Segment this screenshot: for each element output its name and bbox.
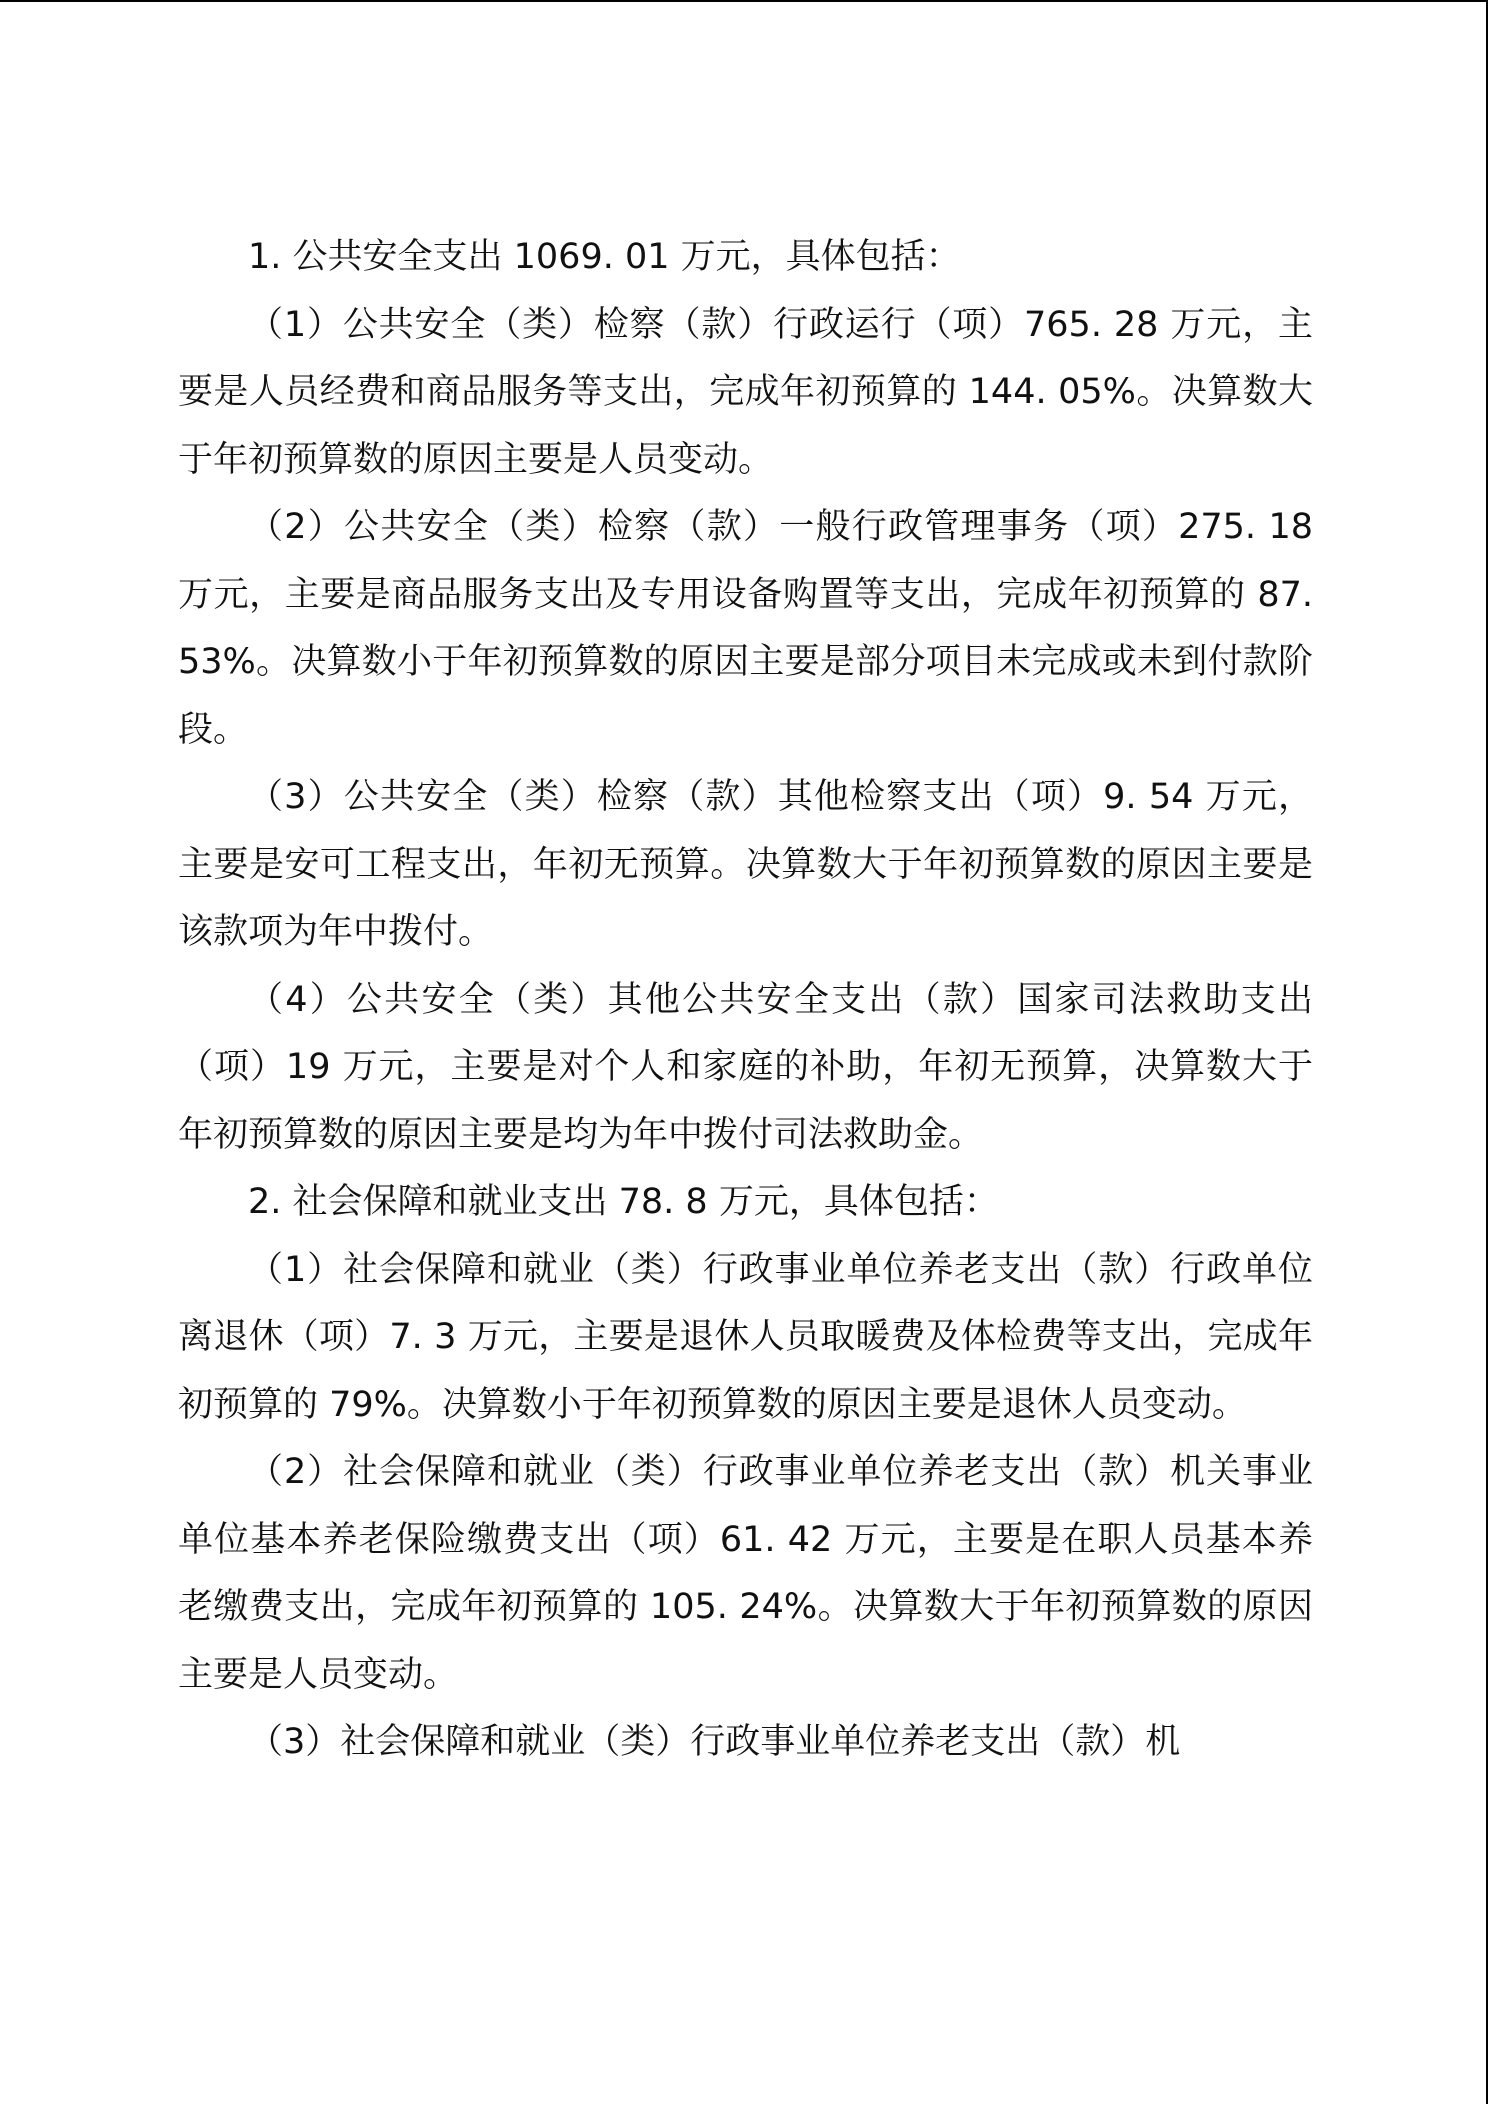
paragraph-pension-insurance: （2）社会保障和就业（类）行政事业单位养老支出（款）机关事业单位基本养老保险缴费支出（项）61. 42 万元，主要是在职人员基本养老缴费支出，完成年初预算的 105. 24%。决算数大于年初预算数的原因主要是人员变动。	[178, 1452, 1313, 1695]
paragraph-social-security-total: 2. 社会保障和就业支出 78. 8 万元，具体包括：	[248, 1182, 999, 1222]
paragraph-judicial-aid: （4）公共安全（类）其他公共安全支出（款）国家司法救助支出（项）19 万元，主要是对个人和家庭的补助，年初无预算，决算数大于年初预算数的原因主要是均为年中拨付司法救助金。	[178, 979, 1313, 1155]
paragraph-public-safety-total: 1. 公共安全支出 1069. 01 万元，具体包括：	[248, 237, 961, 277]
paragraph-other-procuratorate: （3）公共安全（类）检察（款）其他检察支出（项）9. 54 万元，主要是安可工程支出，年初无预算。决算数大于年初预算数的原因主要是该款项为年中拨付。	[178, 777, 1313, 952]
paragraph-general-admin-affairs: （2）公共安全（类）检察（款）一般行政管理事务（项）275. 18 万元，主要是商品服务支出及专用设备购置等支出，完成年初预算的 87. 53%。决算数小于年初预算数的原因主要是部分项目未完成或未到付款阶段。	[178, 507, 1313, 750]
paragraph-retirement: （1）社会保障和就业（类）行政事业单位养老支出（款）行政单位离退休（项）7. 3 万元，主要是退休人员取暖费及体检费等支出，完成年初预算的 79%。决算数小于年初预算数的原因主要是退休人员变动。	[178, 1249, 1313, 1425]
paragraph-admin-operation: （1）公共安全（类）检察（款）行政运行（项）765. 28 万元，主要是人员经费和商品服务等支出，完成年初预算的 144. 05%。决算数大于年初预算数的原因主要是人员变动。	[178, 304, 1313, 480]
paragraph-pension-continued: （3）社会保障和就业（类）行政事业单位养老支出（款）机	[248, 1722, 1181, 1762]
document-body	[178, 224, 1313, 1777]
